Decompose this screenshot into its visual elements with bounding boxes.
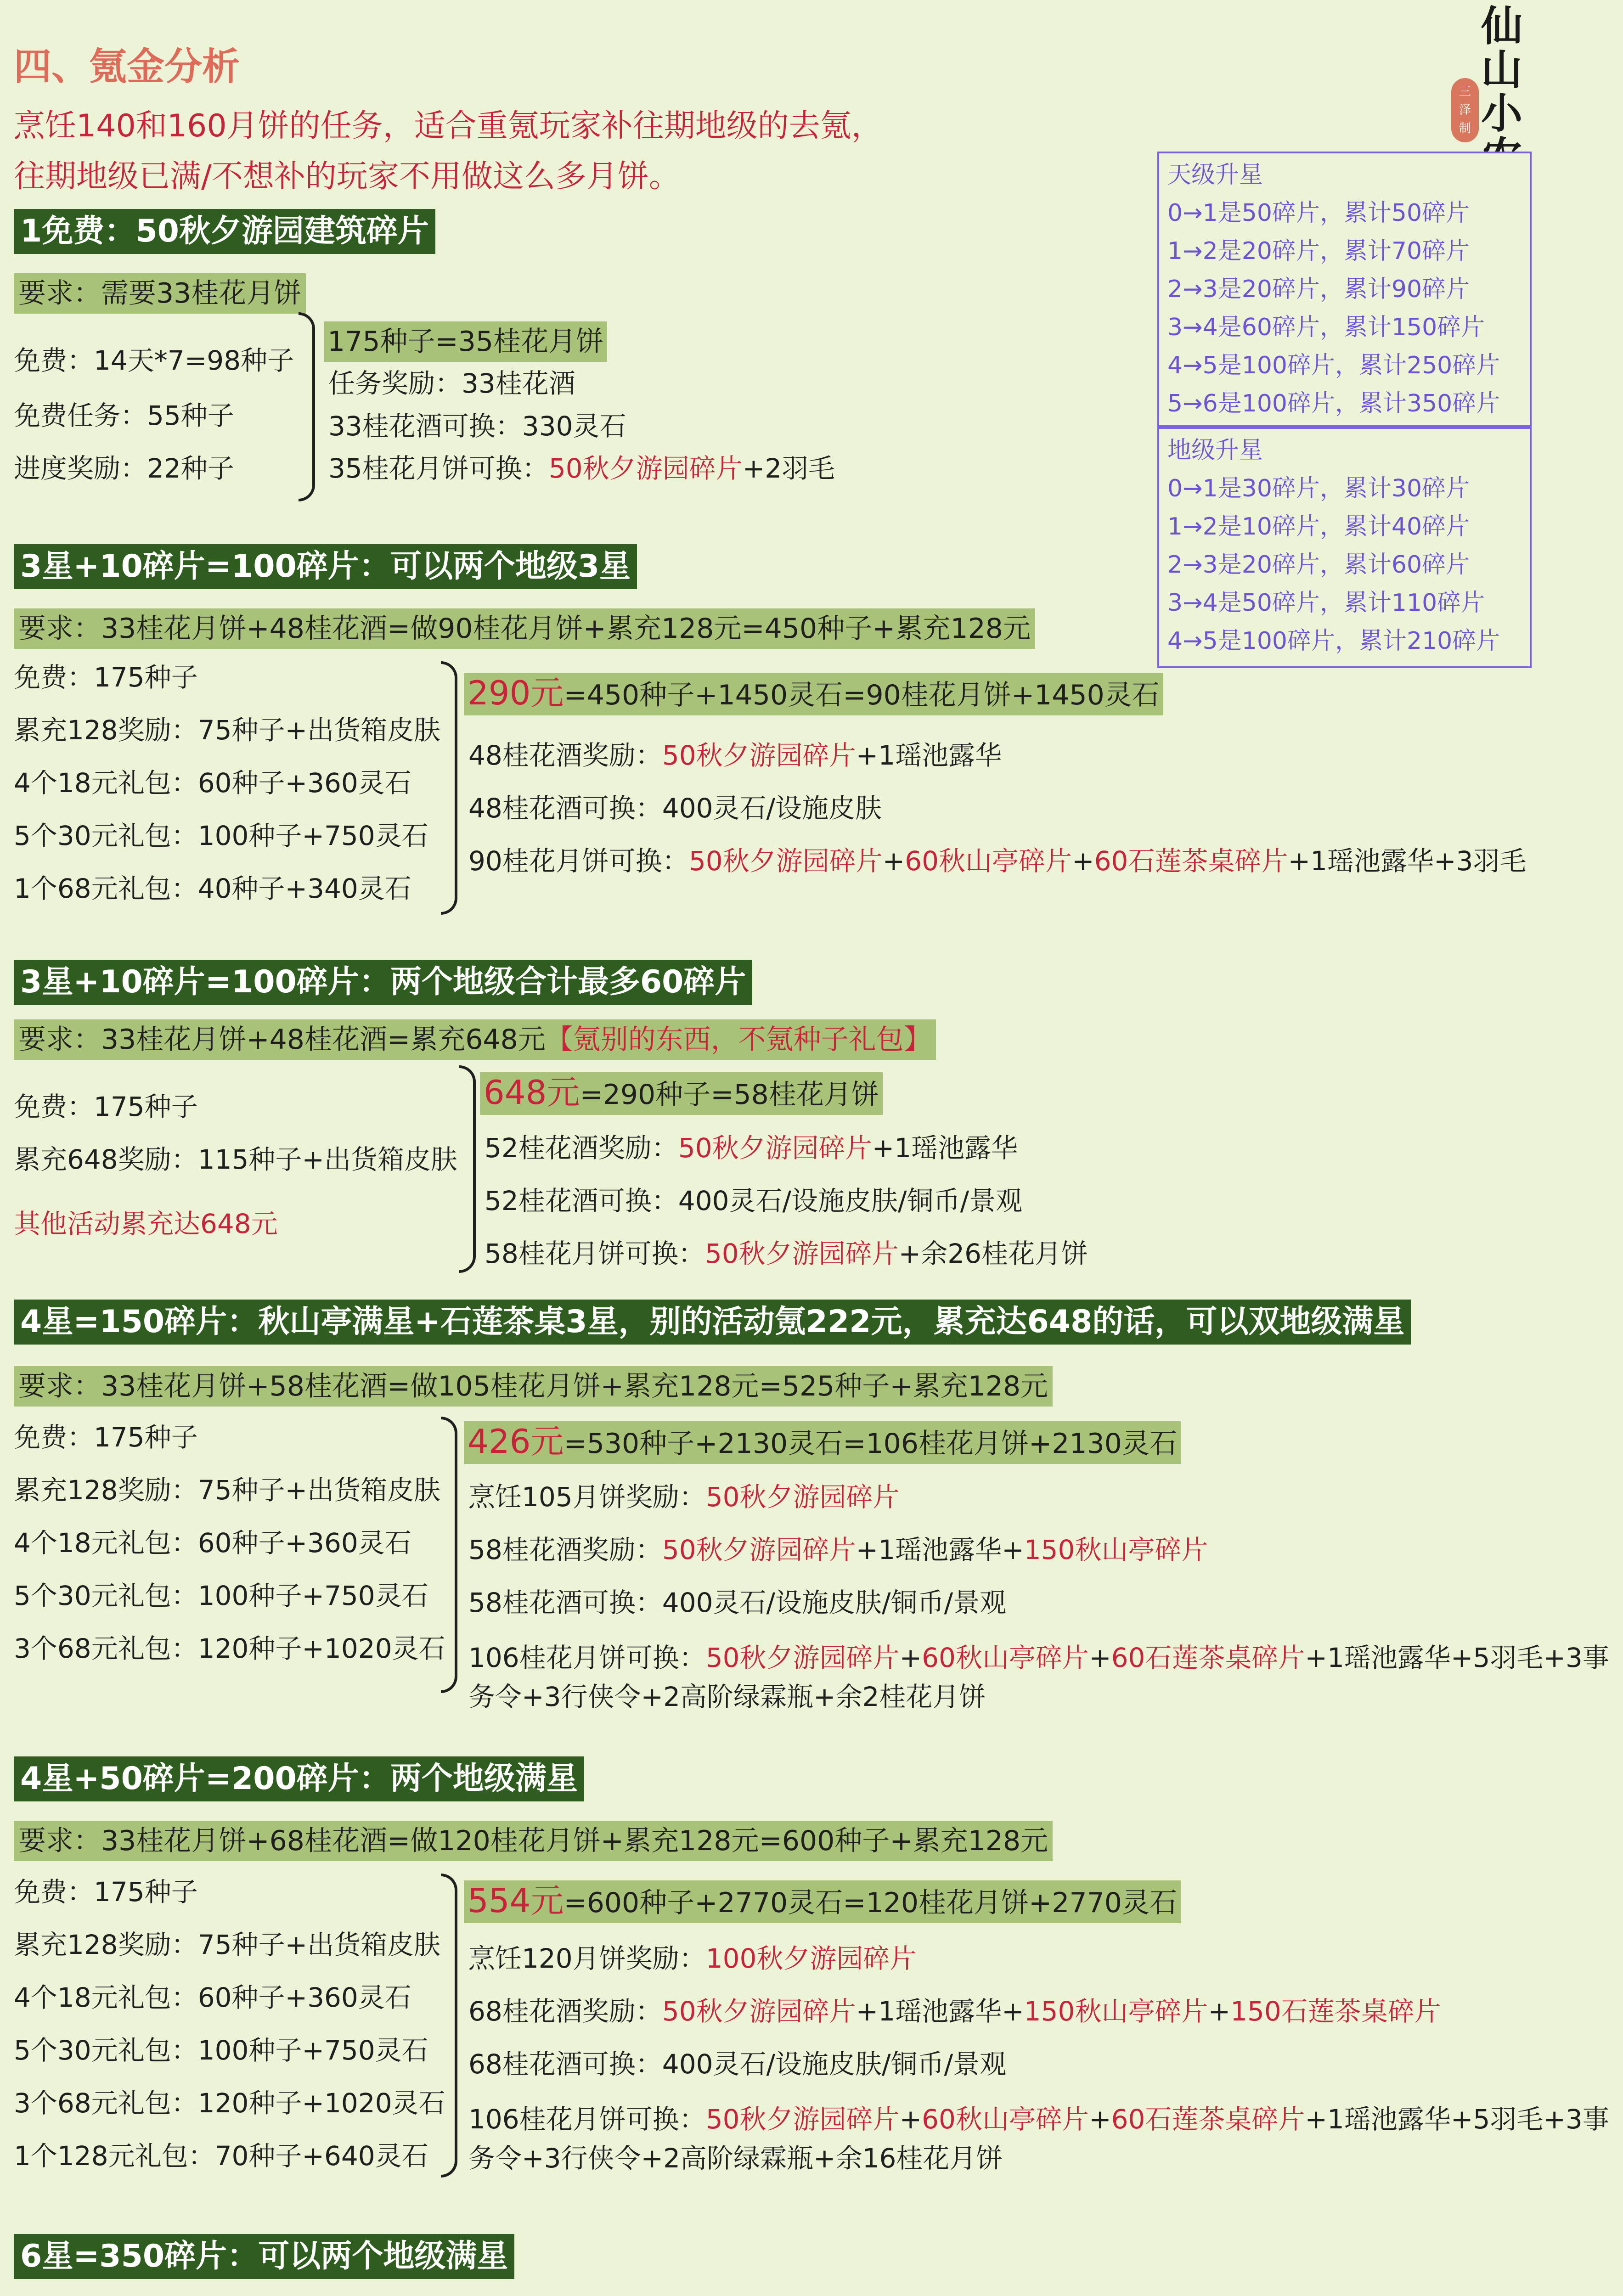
page-title: 四、氪金分析	[14, 45, 240, 89]
s3-left-row: 累充648奖励：115种子+出货箱皮肤	[14, 1144, 458, 1175]
s5-right-row: 106桂花月饼可换：50秋夕游园碎片+60秋山亭碎片+60石莲茶桌碎片+1瑶池露华+5羽毛+3事	[468, 2104, 1609, 2135]
s4-left-row: 5个30元礼包：100种子+750灵石	[14, 1580, 428, 1611]
s5-left-row: 4个18元礼包：60种子+360灵石	[14, 1982, 411, 2013]
s5-right-row: 务令+3行侠令+2高阶绿霖瓶+余16桂花月饼	[468, 2143, 1003, 2174]
diji-title: 地级升星	[1167, 437, 1263, 464]
s4-left-row: 4个18元礼包：60种子+360灵石	[14, 1527, 411, 1559]
diji-star-box	[1157, 427, 1532, 668]
s5-left-row: 免费：175种子	[14, 1876, 198, 1908]
s4-right-row: 58桂花酒可换：400灵石/设施皮肤/铜币/景观	[468, 1587, 1007, 1618]
s5-left-row: 5个30元礼包：100种子+750灵石	[14, 2035, 428, 2066]
s1-brace	[299, 312, 315, 501]
s4-right-row: 烹饪105月饼奖励：50秋夕游园碎片	[468, 1481, 900, 1513]
s5-left-row: 累充128奖励：75种子+出货箱皮肤	[14, 1929, 441, 1960]
section-3-requirement: 要求：33桂花月饼+48桂花酒=累充648元【氪别的东西，不氪种子礼包】	[14, 1019, 936, 1060]
section-6-title: 6星=350碎片：可以两个地级满星	[14, 2234, 514, 2279]
tianji-row: 4→5是100碎片，累计250碎片	[1167, 352, 1500, 379]
s2-right-row: 48桂花酒可换：400灵石/设施皮肤	[468, 793, 882, 824]
s1-highlight: 175种子=35桂花月饼	[324, 321, 607, 362]
s4-right-row: 务令+3行侠令+2高阶绿霖瓶+余2桂花月饼	[468, 1681, 986, 1712]
s1-left-row: 免费任务：55种子	[14, 400, 234, 431]
s5-right-row: 68桂花酒奖励：50秋夕游园碎片+1瑶池露华+150秋山亭碎片+150石莲茶桌碎片	[468, 1996, 1441, 2027]
section-1-title: 1免费：50秋夕游园建筑碎片	[14, 209, 435, 254]
logo-text: 仙山小	[1481, 2, 1522, 138]
diji-row: 4→5是100碎片，累计210碎片	[1167, 627, 1500, 655]
s5-left-row: 1个128元礼包：70种子+640灵石	[14, 2140, 428, 2172]
diji-row: 0→1是30碎片，累计30碎片	[1167, 475, 1470, 502]
s2-brace	[441, 661, 457, 915]
tianji-row: 2→3是20碎片，累计90碎片	[1167, 276, 1470, 303]
s4-right-row: 58桂花酒奖励：50秋夕游园碎片+1瑶池露华+150秋山亭碎片	[468, 1534, 1208, 1565]
s2-highlight: 290元=450种子+1450灵石=90桂花月饼+1450灵石	[464, 673, 1163, 715]
diji-row: 2→3是20碎片，累计60碎片	[1167, 551, 1470, 579]
s2-left-row: 1个68元礼包：40种子+340灵石	[14, 873, 411, 904]
diji-row: 3→4是50碎片，累计110碎片	[1167, 589, 1485, 617]
s4-left-row: 3个68元礼包：120种子+1020灵石	[14, 1633, 445, 1664]
s5-right-row: 68桂花酒可换：400灵石/设施皮肤/铜币/景观	[468, 2048, 1007, 2080]
s1-right-row: 33桂花酒可换：330灵石	[328, 411, 626, 442]
section-1-requirement: 要求：需要33桂花月饼	[14, 273, 306, 314]
s4-brace	[441, 1417, 457, 1693]
s2-left-row: 免费：175种子	[14, 662, 198, 693]
section-3-title: 3星+10碎片=100碎片：两个地级合计最多60碎片	[14, 960, 752, 1005]
s1-right-row: 35桂花月饼可换：50秋夕游园碎片+2羽毛	[328, 453, 835, 484]
s3-left-row: 免费：175种子	[14, 1091, 198, 1122]
s2-left-row: 5个30元礼包：100种子+750灵石	[14, 820, 428, 851]
intro-line-2: 往期地级已满/不想补的玩家不用做这么多月饼。	[14, 158, 680, 195]
s5-right-row: 烹饪120月饼奖励：100秋夕游园碎片	[468, 1943, 917, 1974]
section-5-title: 4星+50碎片=200碎片：两个地级满星	[14, 1756, 584, 1801]
seal-stamp: 三泽制	[1451, 78, 1479, 142]
s5-left-row: 3个68元礼包：120种子+1020灵石	[14, 2088, 445, 2119]
s3-left-note: 其他活动累充达648元	[14, 1208, 278, 1239]
s1-left-row: 进度奖励：22种子	[14, 453, 234, 484]
s3-highlight: 648元=290种子=58桂花月饼	[480, 1072, 883, 1115]
s4-left-row: 累充128奖励：75种子+出货箱皮肤	[14, 1474, 441, 1506]
s1-left-row: 免费：14天*7=98种子	[14, 345, 294, 376]
tianji-row: 5→6是100碎片，累计350碎片	[1167, 390, 1500, 417]
s4-right-row: 106桂花月饼可换：50秋夕游园碎片+60秋山亭碎片+60石莲茶桌碎片+1瑶池露华+5羽毛+3事	[468, 1642, 1609, 1673]
s3-right-row: 52桂花酒可换：400灵石/设施皮肤/铜币/景观	[485, 1185, 1023, 1216]
tianji-star-box	[1157, 152, 1532, 427]
section-5-requirement: 要求：33桂花月饼+68桂花酒=做120桂花月饼+累充128元=600种子+累充128元	[14, 1821, 1053, 1861]
tianji-title: 天级升星	[1167, 161, 1263, 189]
s1-right-row: 任务奖励：33桂花酒	[328, 368, 575, 399]
s4-highlight: 426元=530种子+2130灵石=106桂花月饼+2130灵石	[464, 1421, 1181, 1464]
diji-row: 1→2是10碎片，累计40碎片	[1167, 513, 1470, 540]
s4-left-row: 免费：175种子	[14, 1422, 198, 1453]
s3-right-row: 58桂花月饼可换：50秋夕游园碎片+余26桂花月饼	[485, 1238, 1088, 1269]
s3-right-row: 52桂花酒奖励：50秋夕游园碎片+1瑶池露华	[485, 1132, 1018, 1164]
s2-left-row: 累充128奖励：75种子+出货箱皮肤	[14, 715, 441, 746]
tianji-row: 3→4是60碎片，累计150碎片	[1167, 314, 1485, 341]
s5-brace	[441, 1874, 457, 2178]
tianji-row: 1→2是20碎片，累计70碎片	[1167, 237, 1470, 265]
section-4-requirement: 要求：33桂花月饼+58桂花酒=做105桂花月饼+累充128元=525种子+累充128元	[14, 1366, 1053, 1407]
s3-brace	[459, 1065, 476, 1273]
tianji-row: 0→1是50碎片，累计50碎片	[1167, 199, 1470, 227]
section-2-requirement: 要求：33桂花月饼+48桂花酒=做90桂花月饼+累充128元=450种子+累充128元	[14, 608, 1035, 649]
section-2-title: 3星+10碎片=100碎片：可以两个地级3星	[14, 544, 637, 589]
intro-line-1: 烹饪140和160月饼的任务，适合重氪玩家补往期地级的去氪，	[14, 108, 883, 144]
section-4-title: 4星=150碎片：秋山亭满星+石莲茶桌3星，别的活动氪222元，累充达648的话，可以双地级满星	[14, 1300, 1411, 1345]
s2-right-row: 48桂花酒奖励：50秋夕游园碎片+1瑶池露华	[468, 740, 1002, 771]
s2-right-row: 90桂花月饼可换：50秋夕游园碎片+60秋山亭碎片+60石莲茶桌碎片+1瑶池露华+3羽毛	[468, 845, 1527, 877]
s2-left-row: 4个18元礼包：60种子+360灵石	[14, 767, 411, 799]
s5-highlight: 554元=600种子+2770灵石=120桂花月饼+2770灵石	[464, 1880, 1181, 1923]
